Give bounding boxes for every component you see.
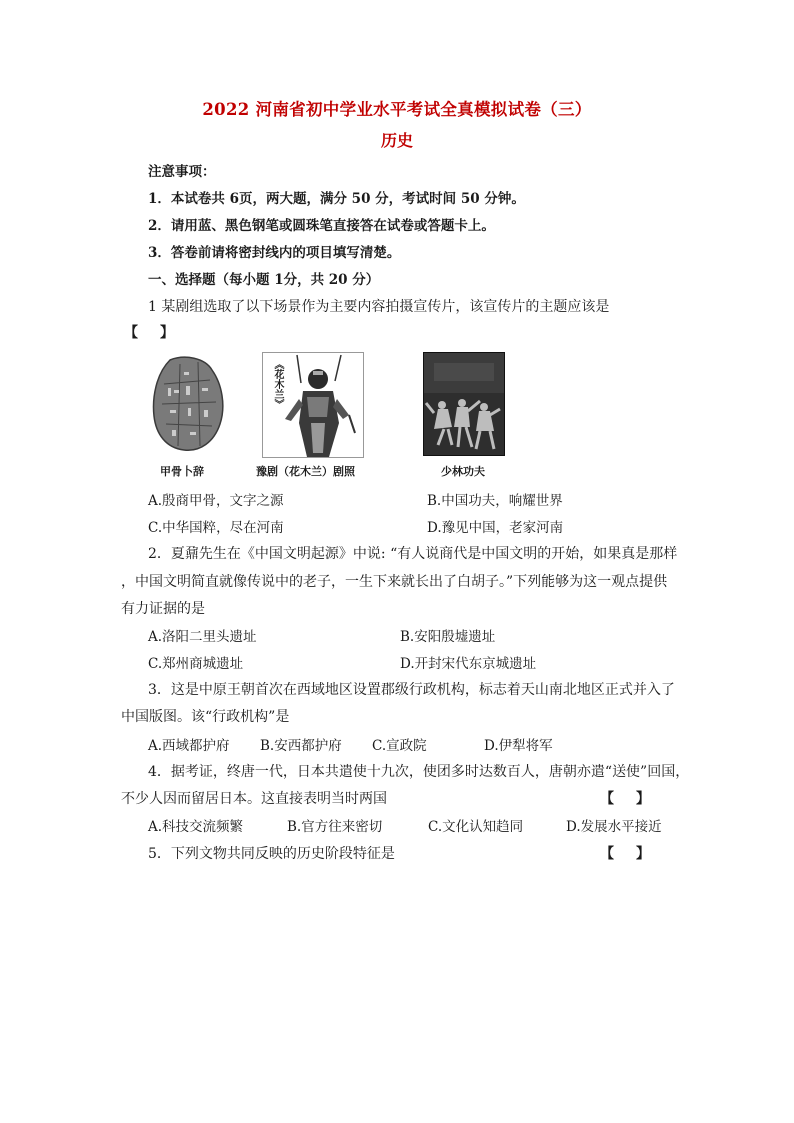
- question-3-line-2: 中国版图。该“行政机构”是: [121, 709, 290, 725]
- subject-title: 历史: [380, 131, 413, 150]
- question-2-line-2: ，中国文明简直就像传说中的老子，一生下来就长出了白胡子。”下列能够为这一观点提供: [121, 574, 668, 590]
- question-4-line-1: 4．据考证，终唐一代，日本共遣使十九次，使团多时达数百人，唐朝亦遣“送使”回国，: [148, 764, 690, 780]
- q2-option-d: D.开封宋代东京城遗址: [400, 656, 537, 672]
- q4-option-a: A.科技交流频繁: [148, 819, 244, 835]
- exam-title: 2022 河南省初中学业水平考试全真模拟试卷（三）: [202, 100, 592, 119]
- notice-heading: 注意事项：: [148, 164, 216, 180]
- q2-option-a: A.洛阳二里头遗址: [148, 629, 257, 645]
- q4-option-d: D.发展水平接近: [566, 819, 662, 835]
- question-1-stem: 1 某剧组选取了以下场景作为主要内容拍摄宣传片，该宣传片的主题应该是: [148, 299, 610, 315]
- answer-bracket-q5: 【】: [600, 846, 672, 862]
- answer-bracket-q4: 【】: [600, 791, 672, 807]
- oracle-bone-image: [150, 354, 228, 454]
- q2-option-b: B.安阳殷墟遗址: [400, 629, 496, 645]
- notice-item-3: 3．答卷前请将密封线内的项目填写清楚。: [148, 245, 401, 261]
- q1-option-b: B.中国功夫，响耀世界: [427, 493, 563, 509]
- q3-option-b: B.安西都护府: [260, 738, 342, 754]
- question-4-line-2: 不少人因而留居日本。这直接表明当时两国: [121, 791, 387, 807]
- question-3-line-1: 3．这是中原王朝首次在西域地区设置郡级行政机构，标志着天山南北地区正式并入了: [148, 682, 675, 698]
- opera-photo-title: 《花木兰》: [272, 359, 283, 409]
- question-5-stem: 5．下列文物共同反映的历史阶段特征是: [148, 846, 395, 862]
- caption-oracle-bone: 甲骨卜辞: [160, 465, 204, 478]
- kungfu-photo: [423, 352, 505, 456]
- q4-option-c: C.文化认知趋同: [428, 819, 524, 835]
- q1-option-d: D.豫见中国，老家河南: [427, 520, 564, 536]
- notice-item-2: 2．请用蓝、黑色钢笔或圆珠笔直接答在试卷或答题卡上。: [148, 218, 495, 234]
- q3-option-c: C.宣政院: [372, 738, 427, 754]
- notice-item-1: 1．本试卷共 6页，两大题，满分 50 分，考试时间 50 分钟。: [148, 191, 525, 207]
- q4-option-b: B.官方往来密切: [287, 819, 383, 835]
- q1-option-a: A.殷商甲骨，文字之源: [148, 493, 284, 509]
- q3-option-d: D.伊犁将军: [484, 738, 553, 754]
- question-2-line-3: 有力证据的是: [121, 601, 205, 617]
- q2-option-c: C.郑州商城遗址: [148, 656, 244, 672]
- q3-option-a: A.西域都护府: [148, 738, 230, 754]
- caption-kungfu: 少林功夫: [441, 465, 485, 478]
- section-heading: 一、选择题（每小题 1分，共 20 分）: [148, 272, 380, 288]
- q1-option-c: C.中华国粹，尽在河南: [148, 520, 284, 536]
- question-2-line-1: 2．夏鼐先生在《中国文明起源》中说: “有人说商代是中国文明的开始，如果真是那样: [148, 546, 678, 562]
- opera-photo: [262, 352, 364, 458]
- answer-bracket-q1: 【】: [124, 325, 196, 341]
- caption-opera: 豫剧（花木兰）剧照: [256, 465, 355, 478]
